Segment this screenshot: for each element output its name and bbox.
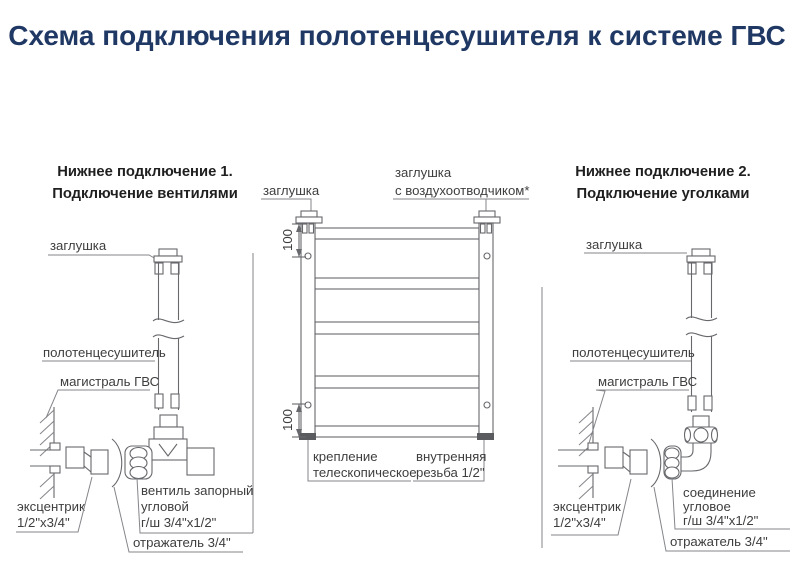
page-title: Схема подключения полотенцесушителя к системе ГВС [8,20,786,51]
center-mount-label-2: телескопическое [313,465,417,480]
right-heading-1: Нижнее подключение 2. [575,164,751,180]
left-valve-label-2: угловой [141,499,189,514]
left-main-label: магистраль ГВС [60,374,160,389]
right-reflector-label: отражатель 3/4" [670,534,768,549]
left-eccentric-label-2: 1/2"х3/4" [17,515,70,530]
left-wall-and-eccentric-drawing [30,407,108,499]
left-reflector-label: отражатель 3/4" [133,535,231,550]
towel-rail-drawing [296,211,500,440]
right-elbow-joint-drawing [651,416,718,487]
left-heading-2: Подключение вентилями [52,186,238,202]
left-cap-label: заглушка [50,238,107,253]
right-cap-label: заглушка [586,237,643,252]
section-bottom-connection-elbows [551,164,790,551]
left-valve-label-3: г/ш 3/4"х1/2" [141,515,217,530]
right-eccentric-label-1: эксцентрик [553,499,621,514]
left-angle-valve-drawing [112,415,214,487]
right-joint-label-3: г/ш 3/4"х1/2" [683,513,759,528]
dim-top-value: 100 [280,228,295,252]
right-foot-bracket [477,433,494,440]
right-reflector-drawing [651,439,661,487]
left-eccentric-label-1: эксцентрик [17,499,85,514]
dim-bottom-value: 100 [280,408,295,432]
section-towel-rail [261,165,530,481]
right-heading-2: Подключение уголками [576,186,750,202]
left-cap-leader [48,255,156,259]
right-eccentric-label-2: 1/2"х3/4" [553,515,606,530]
center-airvent-label-2: с воздухоотводчиком* [395,183,530,198]
center-airvent-label-1: заглушка [395,165,452,180]
left-rail-label: полотенцесушитель [43,345,166,360]
right-main-label: магистраль ГВС [598,374,698,389]
left-heading-1: Нижнее подключение 1. [57,164,233,180]
left-main-leader [46,390,150,418]
right-joint-label-2: угловое [683,499,731,514]
center-cap-leader [261,199,311,211]
section-bottom-connection-valves [16,164,253,552]
center-thread-label-1: внутренняя [416,449,487,464]
left-valve-label-1: вентиль запорный [141,483,254,498]
right-rail-label: полотенцесушитель [572,345,695,360]
left-reflector-drawing [112,439,122,487]
right-joint-label-1: соединение [683,485,756,500]
center-thread-label-2: резьба 1/2" [416,465,485,480]
center-cap-label: заглушка [263,183,320,198]
right-wall-and-eccentric-drawing [558,407,647,499]
right-main-leader [589,390,689,443]
center-mount-label-1: крепление [313,449,378,464]
